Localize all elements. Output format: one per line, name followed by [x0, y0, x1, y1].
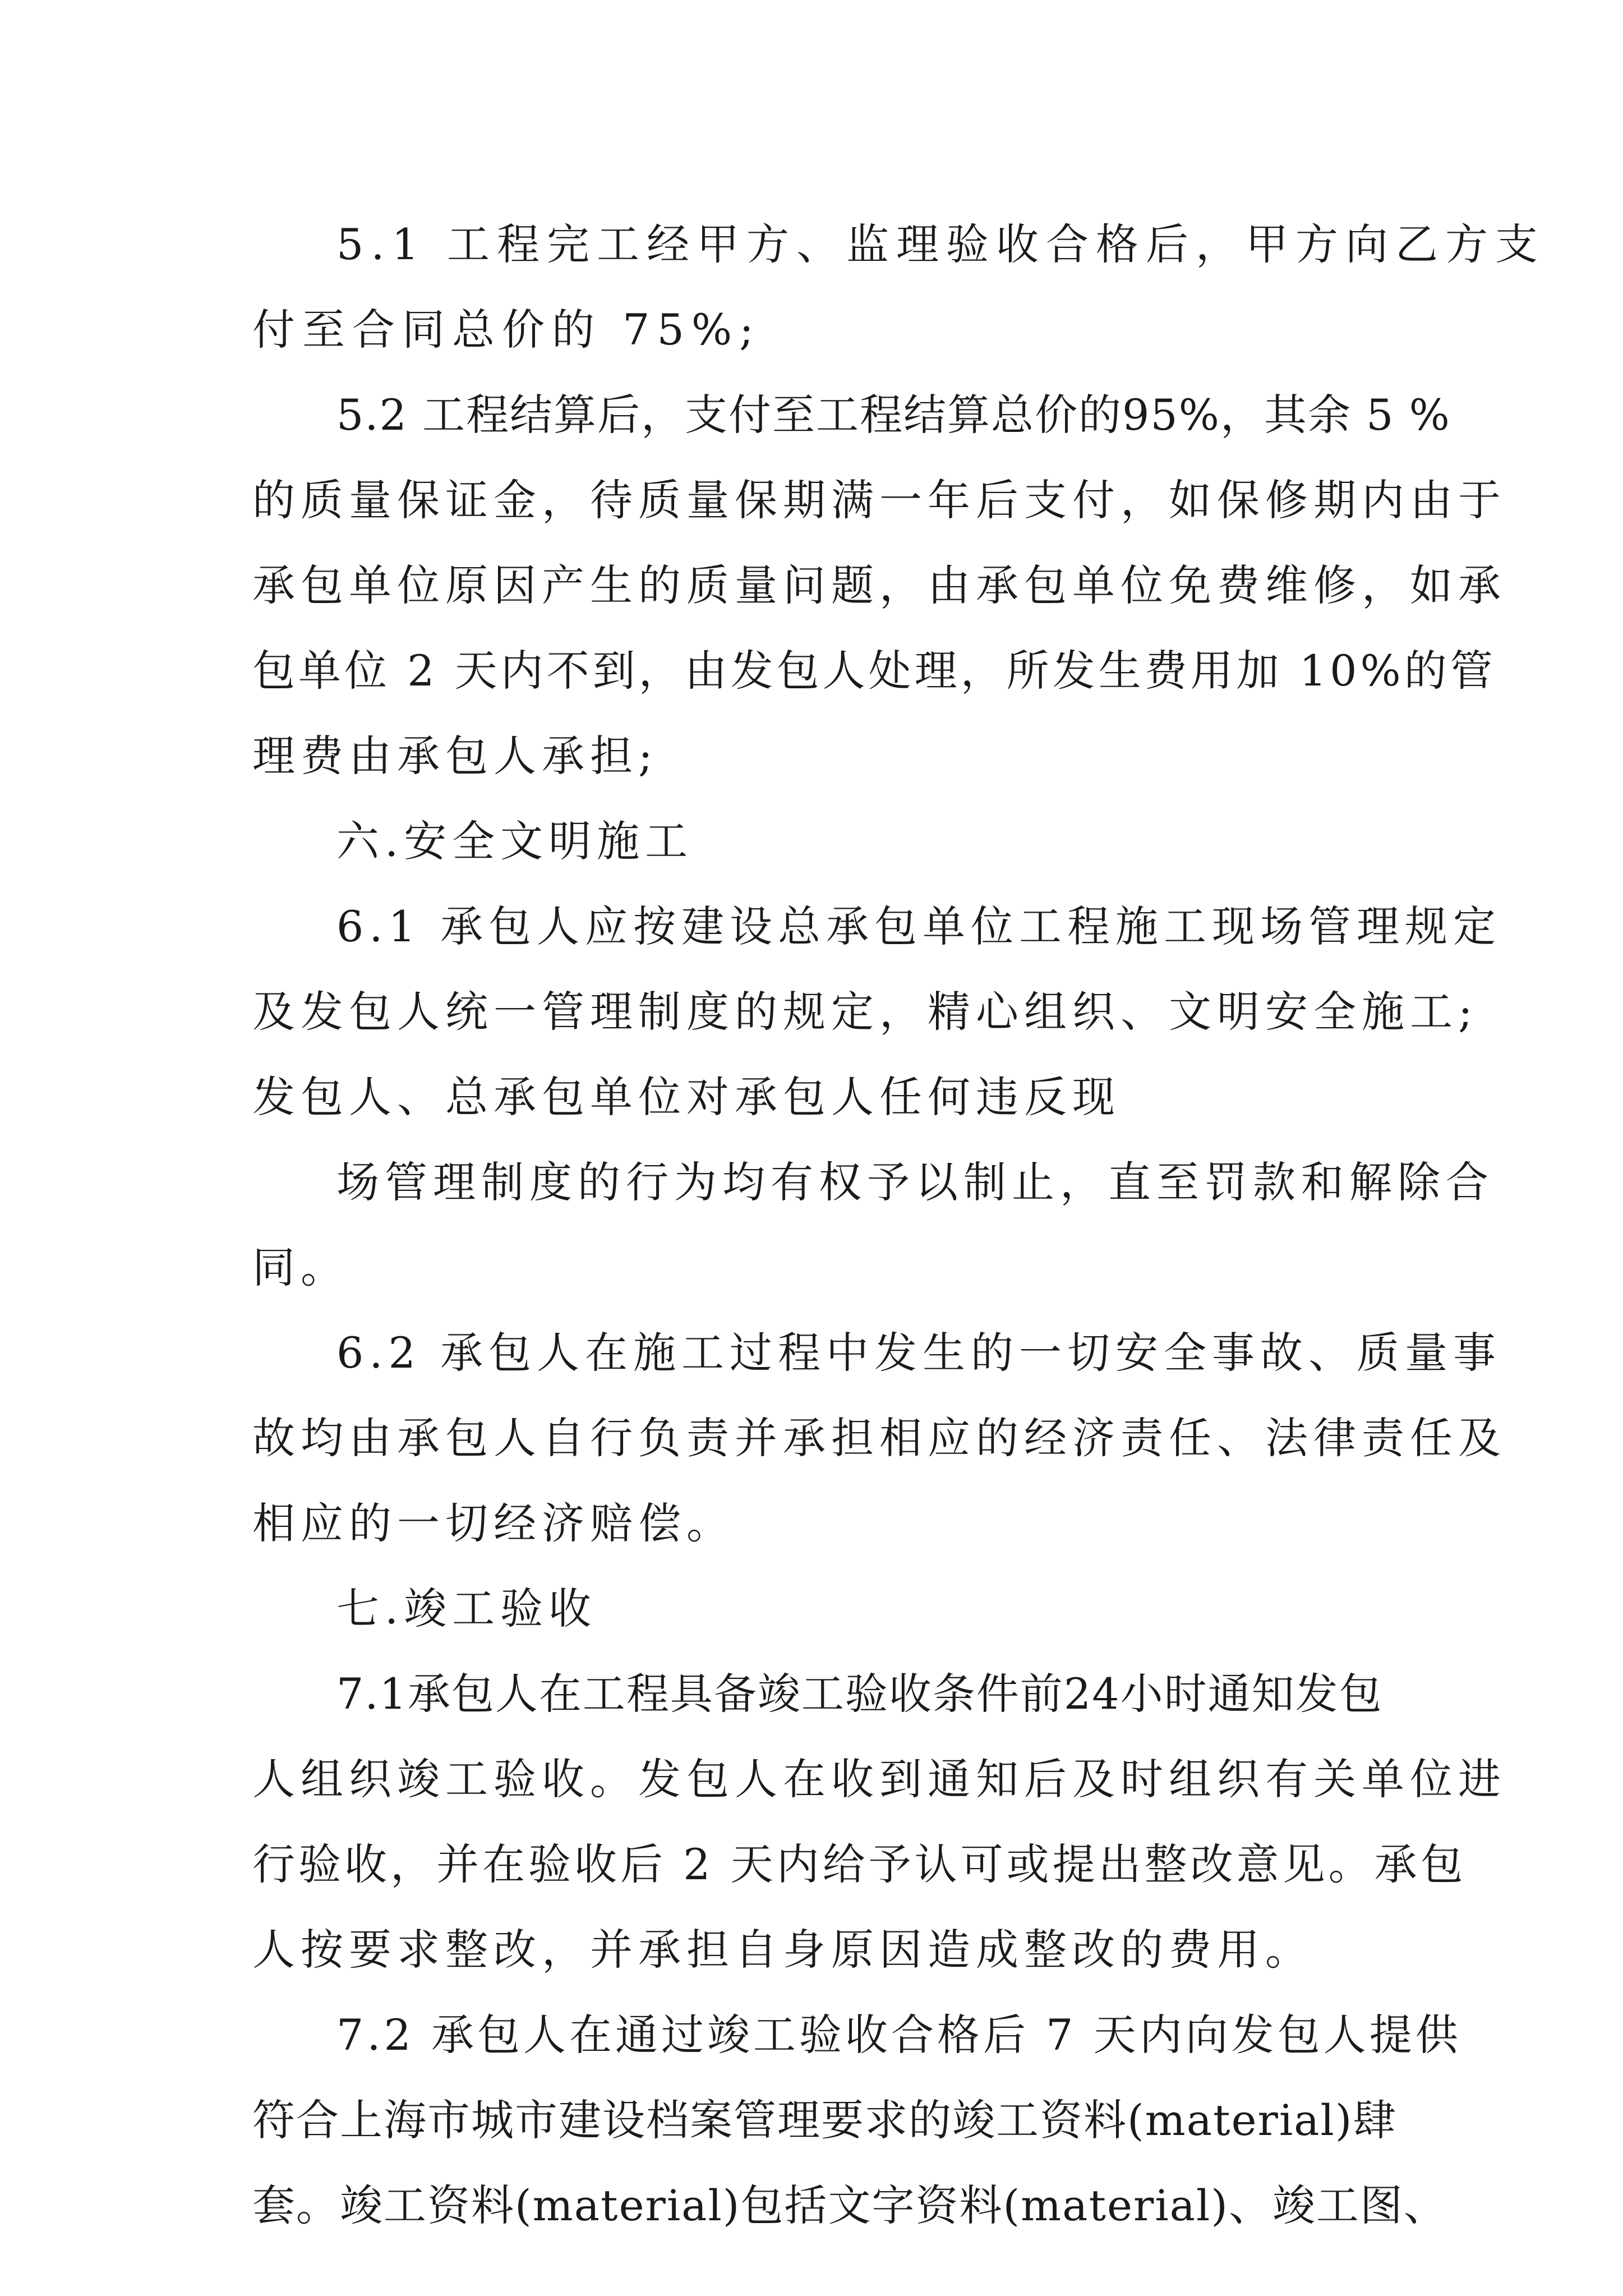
text-line: 及发包人统一管理制度的规定，精心组织、文明安全施工;: [252, 987, 1478, 1037]
text-line: 7.1承包人在工程具备竣工验收条件前24小时通知发包: [336, 1669, 1383, 1719]
document-body: [252, 202, 1546, 2248]
text-line: 5.1 工程完工经甲方、监理验收合格后，甲方向乙方支: [336, 219, 1546, 269]
text-line: 承包单位原因产生的质量问题，由承包单位免费维修，如承: [252, 560, 1506, 610]
text-line: 套。竣工资料(material)包括文字资料(material)、竣工图、: [252, 2180, 1447, 2230]
text-line: 人按要求整改，并承担自身原因造成整改的费用。: [252, 1925, 1313, 1975]
section-heading: 七.竣工验收: [336, 1584, 597, 1634]
text-line: 付至合同总价的 75%;: [252, 305, 761, 355]
text-line: 的质量保证金，待质量保期满一年后支付，如保修期内由于: [252, 475, 1506, 525]
text-line: 7.2 承包人在通过竣工验收合格后 7 天内向发包人提供: [336, 2010, 1461, 2060]
text-line: 包单位 2 天内不到，由发包人处理，所发生费用加 10%的管: [252, 646, 1496, 696]
text-line: 发包人、总承包单位对承包人任何违反现: [252, 1072, 1121, 1122]
text-line: 场管理制度的行为均有权予以制止，直至罚款和解除合: [336, 1157, 1494, 1207]
text-line: 故均由承包人自行负责并承担相应的经济责任、法律责任及: [252, 1413, 1506, 1463]
text-line: 6.1 承包人应按建设总承包单位工程施工现场管理规定: [336, 901, 1502, 951]
text-line: 人组织竣工验收。发包人在收到通知后及时组织有关单位进: [252, 1754, 1506, 1804]
text-line: 行验收，并在验收后 2 天内给予认可或提出整改意见。承包: [252, 1839, 1467, 1889]
text-line: 6.2 承包人在施工过程中发生的一切安全事故、质量事: [336, 1328, 1502, 1378]
text-line: 5.2 工程结算后，支付至工程结算总价的95%，其余 5 %: [336, 390, 1451, 440]
text-line: 同。: [252, 1243, 349, 1292]
text-line: 相应的一切经济赔偿。: [252, 1498, 735, 1548]
text-line: 符合上海市城市建设档案管理要求的竣工资料(material)肆: [252, 2095, 1397, 2145]
text-line: 理费由承包人承担;: [252, 731, 658, 781]
section-heading: 六.安全文明施工: [336, 816, 694, 866]
